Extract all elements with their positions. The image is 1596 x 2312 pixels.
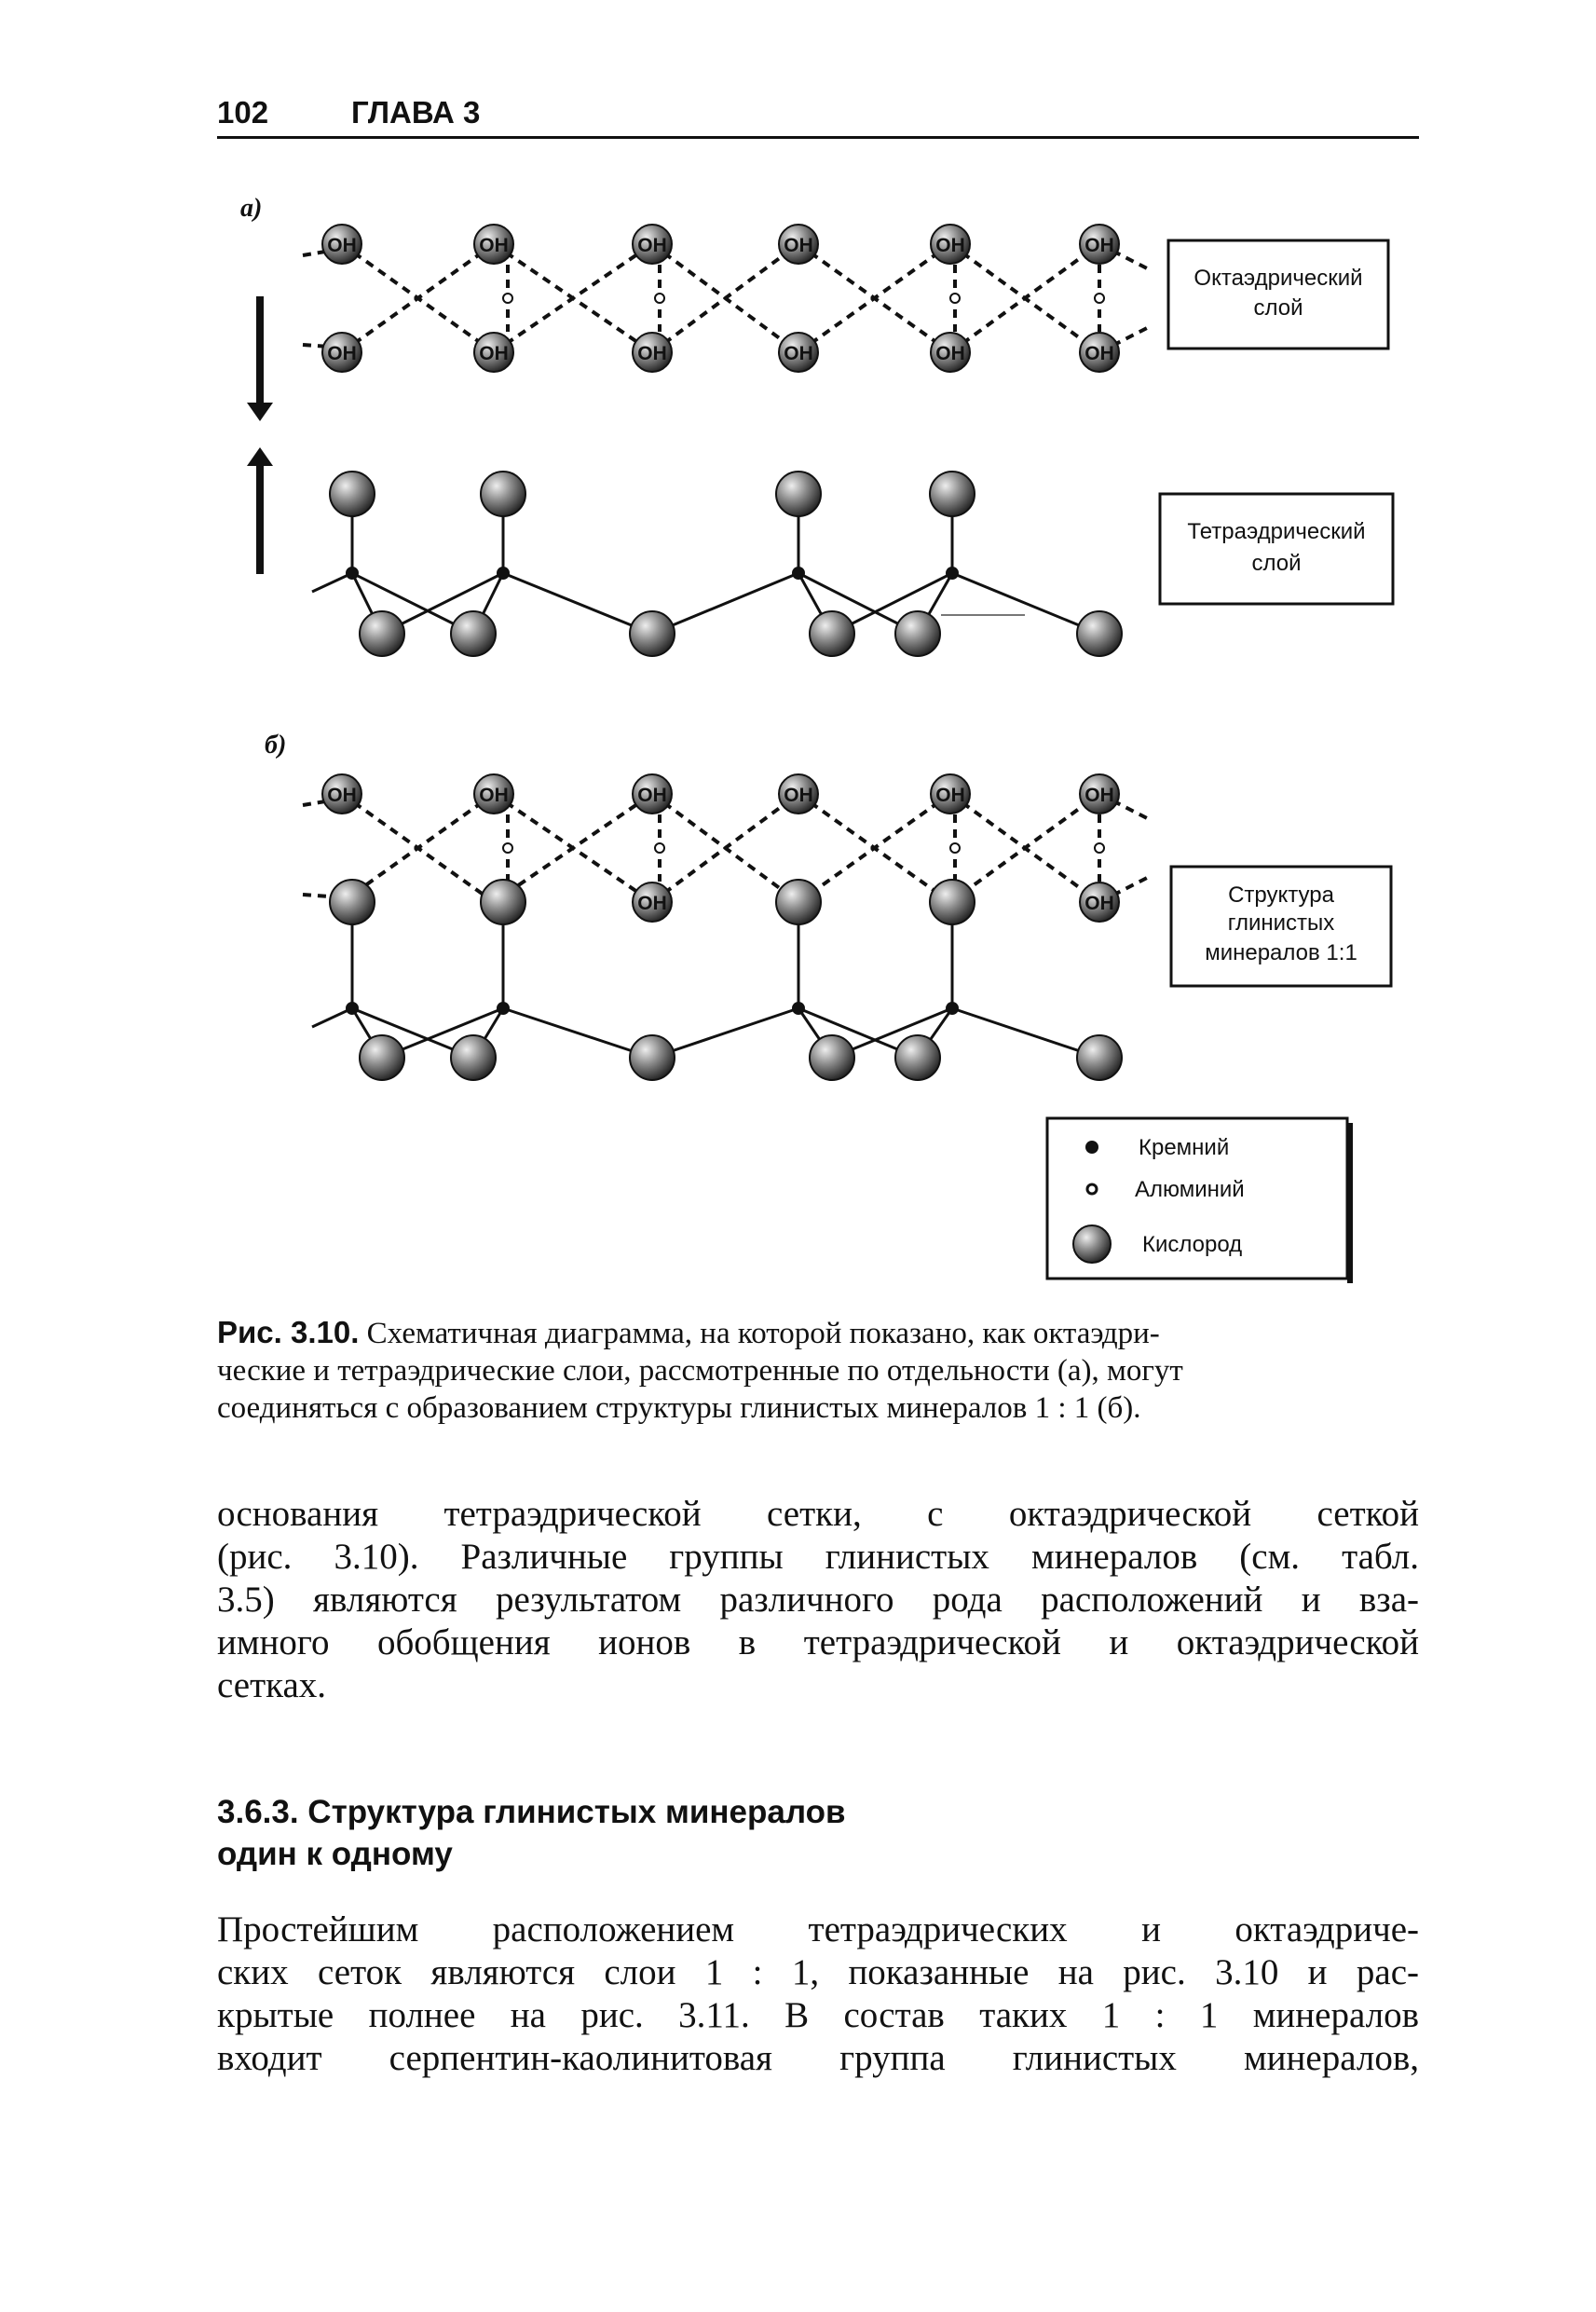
oh-label: OH	[479, 235, 509, 256]
oh-label: OH	[935, 785, 965, 806]
oxygen-sphere	[360, 1035, 404, 1080]
silicon-dot	[946, 567, 959, 580]
caption-line: Рис. 3.10. Схематичная диаграмма, на которой показано, как октаэдри-	[217, 1315, 1160, 1350]
oxygen-sphere	[895, 1035, 940, 1080]
box-tetrahedral-line2: слой	[1251, 551, 1302, 576]
text-line: сетках.	[217, 1665, 327, 1705]
oh-label: OH	[637, 235, 667, 256]
box-structure	[1171, 867, 1391, 986]
oh-label: OH	[1084, 235, 1114, 256]
oh-label: OH	[784, 235, 813, 256]
oxygen-sphere	[895, 611, 940, 656]
tetrahedral-layer-a	[312, 472, 1122, 656]
oxygen-sphere	[451, 1035, 496, 1080]
text-line: основания тетраэдрической сетки, с октаэдрической сеткой	[217, 1494, 1419, 1534]
aluminium-dot	[503, 294, 512, 303]
bond	[952, 573, 1099, 634]
dashed-bond	[798, 244, 950, 352]
aluminium-dot	[950, 294, 960, 303]
oh-label: OH	[1084, 785, 1114, 806]
combined-structure-b	[303, 774, 1151, 1080]
silicon-dot	[946, 1002, 959, 1015]
silicon-dot	[792, 567, 805, 580]
section-heading-line: один к одному	[217, 1836, 453, 1872]
section-heading-line: 3.6.3. Структура глинистых минералов	[217, 1794, 846, 1830]
text-line: ских сеток являются слои 1 : 1, показанные на рис. 3.10 и рас-	[217, 1952, 1419, 1992]
bond	[503, 1008, 652, 1058]
aluminium-dot	[1095, 294, 1104, 303]
figure-caption	[217, 1314, 1419, 1427]
oh-label: OH	[637, 893, 667, 914]
aluminium-dot	[950, 843, 960, 853]
oxygen-sphere	[481, 880, 525, 924]
oxygen-sphere	[1077, 611, 1122, 656]
box-structure-line1: Структура	[1228, 882, 1334, 908]
oxygen-sphere	[330, 880, 375, 924]
caption-line: соединяться с образованием структуры глинистых минералов 1 : 1 (б).	[217, 1391, 1141, 1425]
oh-label: OH	[327, 343, 357, 364]
oh-label: OH	[479, 343, 509, 364]
oh-label: OH	[479, 785, 509, 806]
text-line: входит серпентин-каолинитовая группа глинистых минералов,	[217, 2038, 1419, 2078]
caption-line: ческие и тетраэдрические слои, рассмотренные по отдельности (а), могут	[217, 1354, 1183, 1388]
octahedral-layer-a	[303, 225, 1151, 372]
panel-a-label: а)	[240, 194, 263, 223]
box-tetrahedral	[1160, 494, 1393, 604]
oh-label: OH	[327, 235, 357, 256]
dashed-bond	[342, 244, 494, 352]
section-heading	[217, 1791, 846, 1875]
oxygen-sphere	[330, 472, 375, 516]
box-octahedral-line1: Октаэдрический	[1194, 266, 1363, 291]
dashed-bond	[494, 244, 652, 352]
bond	[503, 573, 652, 634]
silicon-dot	[346, 1002, 359, 1015]
text-line: Простейшим расположением тетраэдрических и октаэдриче-	[217, 1909, 1419, 1949]
oxygen-sphere	[930, 472, 975, 516]
paragraph-2	[217, 1908, 1419, 2080]
box-octahedral-line2: слой	[1253, 295, 1303, 321]
oxygen-sphere	[776, 472, 821, 516]
oxygen-sphere	[1077, 1035, 1122, 1080]
oxygen-sphere	[930, 880, 975, 924]
oxygen-sphere	[810, 611, 854, 656]
box-octahedral	[1168, 240, 1388, 349]
oh-label: OH	[327, 785, 357, 806]
oh-label: OH	[637, 343, 667, 364]
legend	[1047, 1118, 1353, 1283]
box-structure-line2: глинистых	[1227, 910, 1335, 936]
page-number: 102	[217, 95, 269, 130]
box-structure-line3: минералов 1:1	[1205, 940, 1357, 965]
oxygen-sphere-icon	[1073, 1225, 1111, 1263]
text-line: крытые полнее на рис. 3.11. В состав таких 1 : 1 минералов	[217, 1995, 1419, 2035]
silicon-dot	[792, 1002, 805, 1015]
caption-label: Рис. 3.10.	[217, 1315, 360, 1349]
oh-label: OH	[784, 343, 813, 364]
oh-label: OH	[1084, 343, 1114, 364]
separation-arrows	[247, 296, 273, 574]
aluminium-dot	[655, 843, 664, 853]
text-line: (рис. 3.10). Различные группы глинистых минералов (см. табл.	[217, 1537, 1419, 1577]
bond	[312, 573, 352, 592]
oxygen-sphere	[776, 880, 821, 924]
legend-silicon: Кремний	[1139, 1135, 1230, 1160]
bond	[652, 573, 798, 634]
aluminium-dot	[655, 294, 664, 303]
paragraph-1	[217, 1493, 1419, 1707]
oh-label: OH	[935, 343, 965, 364]
oxygen-sphere	[360, 611, 404, 656]
legend-oxygen: Кислород	[1142, 1232, 1243, 1257]
oh-label: OH	[784, 785, 813, 806]
aluminium-dot	[503, 843, 512, 853]
arrow-down-icon	[247, 403, 273, 421]
oh-label: OH	[1084, 893, 1114, 914]
text-line: имного обобщения ионов в тетраэдрической и октаэдрической	[217, 1622, 1419, 1662]
panel-b-label: б)	[265, 731, 287, 759]
legend-aluminium: Алюминий	[1135, 1177, 1245, 1202]
silicon-dot	[497, 567, 510, 580]
oxygen-sphere	[630, 611, 675, 656]
chapter-title: ГЛАВА 3	[351, 95, 481, 130]
oxygen-sphere	[481, 472, 525, 516]
oh-label: OH	[935, 235, 965, 256]
box-tetrahedral-line1: Тетраэдрический	[1187, 519, 1366, 544]
oxygen-sphere	[451, 611, 496, 656]
text-line: 3.5) являются результатом различного рода расположений и вза-	[217, 1580, 1419, 1620]
oxygen-sphere	[630, 1035, 675, 1080]
silicon-dot	[497, 1002, 510, 1015]
oh-label: OH	[637, 785, 667, 806]
silicon-dot-icon	[1085, 1141, 1098, 1154]
dashed-bond	[798, 794, 950, 902]
aluminium-dot	[1095, 843, 1104, 853]
oxygen-sphere	[810, 1035, 854, 1080]
bond	[312, 1008, 352, 1027]
silicon-dot	[346, 567, 359, 580]
